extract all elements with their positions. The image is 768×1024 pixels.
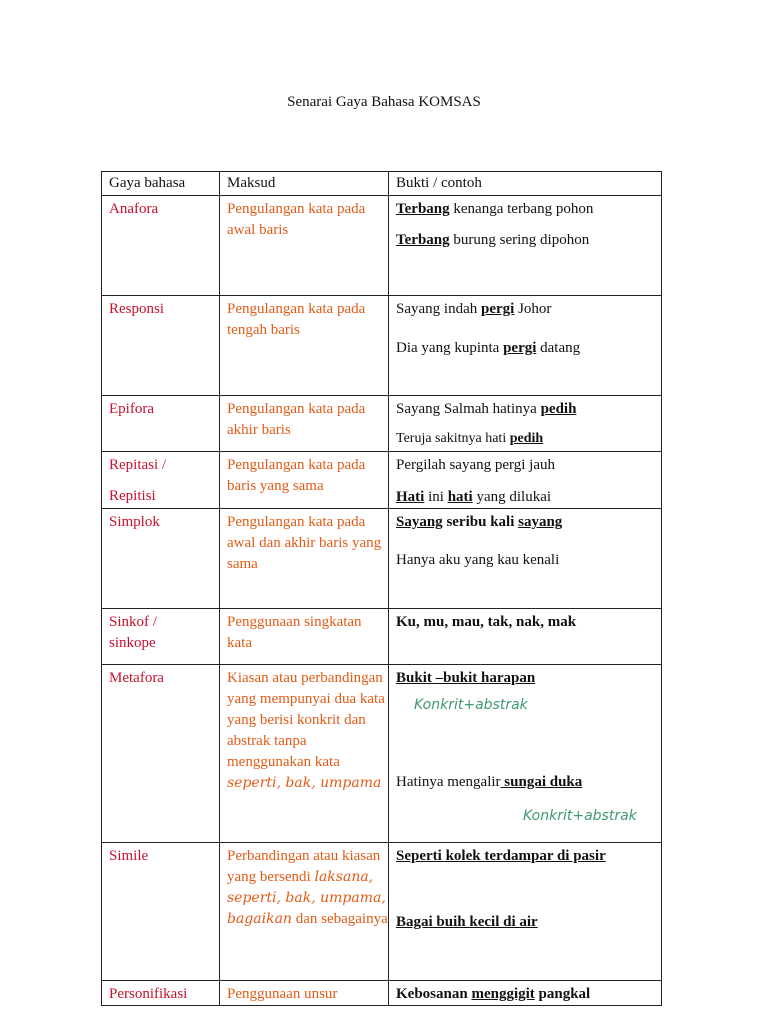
- maksud-text: Kiasan atau perbandingan yang mempunyai dua kata yang berisi konkrit dan abstrak tanpa menggunakan kata seperti, bak, umpama: [220, 665, 389, 843]
- gaya-name: Metafora: [102, 665, 220, 843]
- example-line: Teruja sakitnya hati pedih: [396, 431, 544, 446]
- header-maksud: Maksud: [220, 172, 389, 196]
- table-row: [102, 396, 662, 452]
- bukti-cell: [389, 981, 662, 1006]
- table-row: [102, 196, 662, 296]
- bukti-cell: [389, 843, 662, 981]
- table-row: [102, 609, 662, 665]
- maksud-text: Penggunaan unsur: [220, 981, 389, 1006]
- bukti-cell: [389, 665, 662, 843]
- gaya-name: Epifora: [102, 396, 220, 452]
- bukti-cell: [389, 196, 662, 296]
- header-gaya-bahasa: Gaya bahasa: [102, 172, 220, 196]
- example-line: Hanya aku yang kau kenali: [396, 552, 560, 568]
- example-line: Terbang burung sering dipohon: [396, 232, 590, 248]
- table-row: [102, 665, 662, 843]
- example-line: Seperti kolek terdampar di pasir: [396, 848, 606, 864]
- example-line: Ku, mu, mau, tak, nak, mak: [396, 614, 577, 630]
- bukti-cell: [389, 452, 662, 509]
- example-line: Hati ini hati yang dilukai: [396, 489, 552, 505]
- example-line: Sayang Salmah hatinya pedih: [396, 401, 577, 417]
- annotation-note: Konkrit+abstrak: [523, 808, 637, 824]
- maksud-text: Pengulangan kata pada tengah baris: [220, 296, 389, 396]
- gaya-name: Simile: [102, 843, 220, 981]
- header-bukti: Bukti / contoh: [389, 172, 662, 196]
- gaya-name: Sinkof / sinkope: [102, 609, 220, 665]
- bukti-cell: [389, 396, 662, 452]
- gaya-name: Responsi: [102, 296, 220, 396]
- table-row: [102, 843, 662, 981]
- example-line: Bagai buih kecil di air: [396, 914, 538, 930]
- example-line: Bukit –bukit harapan: [396, 670, 536, 686]
- example-line: Hatinya mengalir sungai duka: [396, 774, 583, 790]
- gaya-name: Simplok: [102, 509, 220, 609]
- example-line: Terbang kenanga terbang pohon: [396, 201, 594, 217]
- bukti-cell: [389, 609, 662, 665]
- table-row: [102, 509, 662, 609]
- annotation-note: Konkrit+abstrak: [414, 697, 528, 713]
- table-row: [102, 296, 662, 396]
- gaya-name: Repitasi / Repitisi: [102, 452, 220, 509]
- page-title: Senarai Gaya Bahasa KOMSAS: [287, 94, 481, 110]
- gaya-bahasa-table: [101, 171, 662, 1006]
- example-line: Kebosanan menggigit pangkal: [396, 986, 591, 1002]
- example-line: Sayang seribu kali sayang: [396, 514, 563, 530]
- bukti-cell: [389, 509, 662, 609]
- table-row: [102, 452, 662, 509]
- gaya-name: Anafora: [102, 196, 220, 296]
- maksud-text: Penggunaan singkatan kata: [220, 609, 389, 665]
- maksud-text: Pengulangan kata pada awal baris: [220, 196, 389, 296]
- gaya-name: Personifikasi: [102, 981, 220, 1006]
- bukti-cell: [389, 296, 662, 396]
- maksud-text: Perbandingan atau kiasan yang bersendi laksana, seperti, bak, umpama, bagaikan dan sebagainya: [220, 843, 389, 981]
- maksud-text: Pengulangan kata pada baris yang sama: [220, 452, 389, 509]
- table-header-row: [102, 172, 662, 196]
- maksud-text: Pengulangan kata pada awal dan akhir baris yang sama: [220, 509, 389, 609]
- maksud-text: Pengulangan kata pada akhir baris: [220, 396, 389, 452]
- example-line: Pergilah sayang pergi jauh: [396, 457, 555, 473]
- example-line: Sayang indah pergi Johor: [396, 301, 552, 317]
- table-row: [102, 981, 662, 1006]
- example-line: Dia yang kupinta pergi datang: [396, 340, 581, 356]
